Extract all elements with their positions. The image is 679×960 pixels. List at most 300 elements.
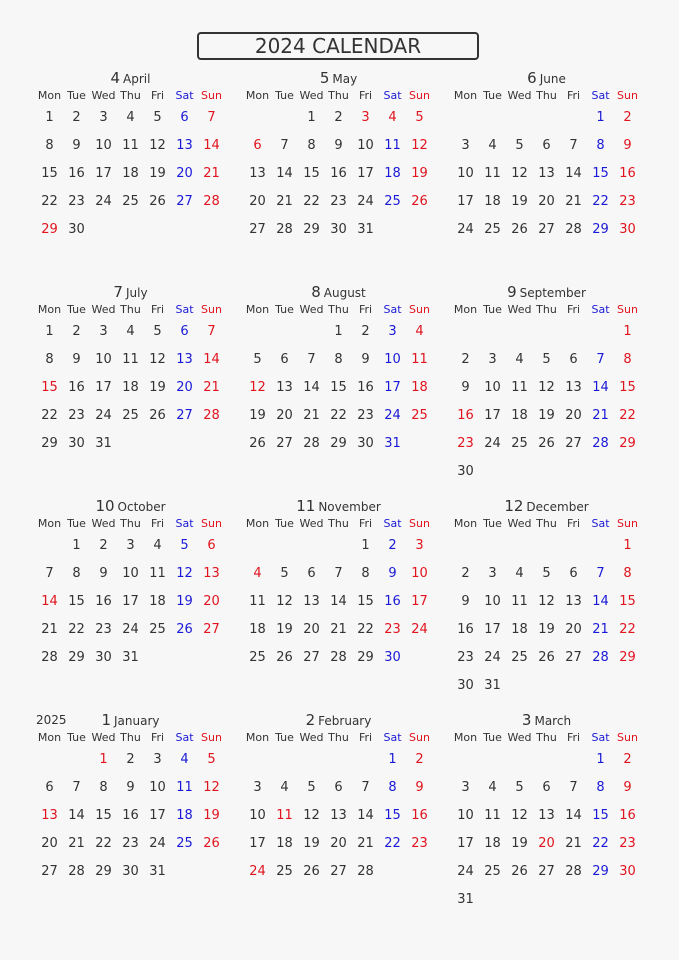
weekday-label: Thu	[328, 89, 349, 102]
empty-cell	[452, 318, 479, 346]
day-cell: 13	[565, 380, 582, 395]
day-cell: 6	[180, 110, 189, 125]
day-cell: 14	[592, 380, 609, 395]
day-cell: 7	[569, 138, 578, 153]
day-cell: 12	[203, 780, 220, 795]
month-name: August	[323, 286, 366, 300]
day-cell: 14	[565, 808, 582, 823]
day-cell: 25	[149, 622, 166, 637]
month-number: 12	[504, 497, 524, 515]
day-cell: 6	[569, 566, 578, 581]
day-cell: 13	[303, 594, 320, 609]
day-cell: 8	[623, 566, 632, 581]
day-cell: 6	[334, 780, 343, 795]
month-days-grid	[36, 516, 225, 672]
day-cell: 3	[153, 752, 162, 767]
weekday-label: Sun	[617, 731, 638, 744]
month-name: October	[117, 500, 166, 514]
month-number: 10	[95, 497, 115, 515]
day-cell: 31	[95, 436, 112, 451]
day-cell: 22	[592, 836, 609, 851]
day-cell: 2	[461, 352, 470, 367]
day-cell: 9	[99, 566, 108, 581]
weekday-label: Mon	[37, 89, 62, 102]
month-header	[452, 496, 641, 514]
day-cell: 19	[411, 166, 428, 181]
day-cell: 23	[330, 194, 347, 209]
day-cell: 24	[95, 194, 112, 209]
day-cell: 25	[276, 864, 293, 879]
empty-cell	[271, 104, 298, 132]
day-cell: 8	[307, 138, 316, 153]
month-number: 1	[101, 711, 112, 729]
day-cell: 9	[623, 780, 632, 795]
month-header	[244, 496, 433, 514]
day-cell: 2	[334, 110, 343, 125]
day-cell: 9	[334, 138, 343, 153]
day-cell: 31	[122, 650, 139, 665]
empty-cell	[587, 318, 614, 346]
day-cell: 13	[41, 808, 58, 823]
weekday-label: Sun	[409, 731, 430, 744]
empty-cell	[244, 104, 271, 132]
day-cell: 28	[592, 650, 609, 665]
weekday-label: Mon	[453, 517, 478, 530]
weekday-label: Tue	[275, 89, 294, 102]
month-days-grid	[244, 88, 433, 244]
day-cell: 30	[457, 464, 474, 479]
day-cell: 10	[95, 138, 112, 153]
day-cell: 1	[307, 110, 316, 125]
weekday-label: Sun	[201, 303, 222, 316]
day-cell: 10	[484, 380, 501, 395]
weekday-label: Mon	[37, 517, 62, 530]
day-cell: 5	[415, 110, 424, 125]
day-cell: 1	[623, 324, 632, 339]
day-cell: 11	[122, 352, 139, 367]
day-cell: 3	[388, 324, 397, 339]
month-name: January	[114, 714, 160, 728]
day-cell: 24	[122, 622, 139, 637]
day-cell: 23	[68, 194, 85, 209]
day-cell: 4	[126, 110, 135, 125]
month-days-grid	[452, 302, 641, 486]
day-cell: 6	[542, 780, 551, 795]
month-name: December	[526, 500, 589, 514]
day-cell: 14	[565, 166, 582, 181]
day-cell: 5	[207, 752, 216, 767]
day-cell: 6	[45, 780, 54, 795]
day-cell: 22	[68, 622, 85, 637]
weekday-label: Sat	[383, 89, 402, 102]
day-cell: 11	[484, 808, 501, 823]
weekday-label: Wed	[91, 731, 116, 744]
day-cell: 8	[45, 138, 54, 153]
day-cell: 25	[411, 408, 428, 423]
day-cell: 7	[569, 780, 578, 795]
day-cell: 28	[565, 222, 582, 237]
weekday-label: Wed	[507, 731, 532, 744]
day-cell: 28	[357, 864, 374, 879]
day-cell: 24	[357, 194, 374, 209]
day-cell: 29	[68, 650, 85, 665]
day-cell: 2	[415, 752, 424, 767]
day-cell: 7	[596, 566, 605, 581]
month-days-grid	[244, 730, 433, 886]
day-cell: 30	[357, 436, 374, 451]
weekday-label: Thu	[328, 303, 349, 316]
day-cell: 17	[484, 408, 501, 423]
day-cell: 13	[538, 808, 555, 823]
weekday-label: Fri	[150, 517, 165, 530]
weekday-label: Fri	[150, 303, 165, 316]
day-cell: 14	[203, 352, 220, 367]
day-cell: 27	[565, 650, 582, 665]
day-cell: 13	[249, 166, 266, 181]
day-cell: 3	[488, 352, 497, 367]
month-days-grid	[36, 302, 225, 458]
day-cell: 30	[95, 650, 112, 665]
month-header	[452, 68, 641, 86]
day-cell: 27	[538, 864, 555, 879]
weekday-label: Mon	[245, 517, 270, 530]
day-cell: 26	[538, 650, 555, 665]
day-cell: 14	[303, 380, 320, 395]
day-cell: 2	[72, 110, 81, 125]
day-cell: 20	[538, 194, 555, 209]
empty-cell	[298, 746, 325, 774]
day-cell: 3	[415, 538, 424, 553]
weekday-label: Thu	[328, 731, 349, 744]
weekday-label: Fri	[566, 731, 581, 744]
day-cell: 8	[388, 780, 397, 795]
day-cell: 23	[122, 836, 139, 851]
month-name: September	[519, 286, 586, 300]
day-cell: 11	[122, 138, 139, 153]
day-cell: 12	[538, 594, 555, 609]
day-cell: 8	[45, 352, 54, 367]
day-cell: 1	[596, 752, 605, 767]
day-cell: 21	[565, 836, 582, 851]
day-cell: 15	[95, 808, 112, 823]
day-cell: 29	[592, 864, 609, 879]
weekday-label: Wed	[299, 89, 324, 102]
day-cell: 14	[357, 808, 374, 823]
day-cell: 18	[484, 836, 501, 851]
weekday-label: Mon	[453, 303, 478, 316]
day-cell: 15	[592, 166, 609, 181]
day-cell: 2	[99, 538, 108, 553]
empty-cell	[560, 104, 587, 132]
day-cell: 4	[415, 324, 424, 339]
day-cell: 18	[411, 380, 428, 395]
day-cell: 9	[72, 138, 81, 153]
day-cell: 5	[515, 780, 524, 795]
day-cell: 1	[361, 538, 370, 553]
day-cell: 12	[411, 138, 428, 153]
day-cell: 2	[623, 110, 632, 125]
day-cell: 23	[384, 622, 401, 637]
day-cell: 3	[361, 110, 370, 125]
weekday-label: Fri	[358, 517, 373, 530]
month-days-grid	[452, 516, 641, 700]
day-cell: 13	[538, 166, 555, 181]
month-block	[244, 282, 433, 492]
day-cell: 19	[149, 380, 166, 395]
weekday-label: Tue	[275, 303, 294, 316]
day-cell: 27	[176, 194, 193, 209]
day-cell: 10	[411, 566, 428, 581]
month-block	[452, 496, 641, 706]
day-cell: 11	[484, 166, 501, 181]
weekday-label: Sat	[383, 303, 402, 316]
weekday-label: Thu	[120, 89, 141, 102]
day-cell: 30	[68, 222, 85, 237]
weekday-label: Sun	[409, 89, 430, 102]
empty-cell	[352, 746, 379, 774]
month-header	[244, 68, 433, 86]
day-cell: 24	[95, 408, 112, 423]
weekday-label: Wed	[299, 517, 324, 530]
day-cell: 28	[276, 222, 293, 237]
day-cell: 12	[249, 380, 266, 395]
weekday-label: Sat	[591, 303, 610, 316]
day-cell: 29	[41, 222, 58, 237]
empty-cell	[244, 746, 271, 774]
month-name: November	[318, 500, 381, 514]
month-number: 4	[110, 69, 121, 87]
day-cell: 9	[388, 566, 397, 581]
month-block	[244, 496, 433, 706]
day-cell: 16	[95, 594, 112, 609]
day-cell: 10	[122, 566, 139, 581]
day-cell: 7	[45, 566, 54, 581]
day-cell: 5	[153, 110, 162, 125]
day-cell: 26	[276, 650, 293, 665]
day-cell: 19	[249, 408, 266, 423]
day-cell: 17	[357, 166, 374, 181]
month-name: April	[123, 72, 151, 86]
day-cell: 23	[68, 408, 85, 423]
month-days-grid	[36, 730, 225, 886]
day-cell: 20	[176, 166, 193, 181]
day-cell: 1	[45, 110, 54, 125]
day-cell: 24	[384, 408, 401, 423]
day-cell: 6	[569, 352, 578, 367]
weekday-label: Thu	[536, 517, 557, 530]
month-number: 2	[305, 711, 316, 729]
day-cell: 30	[68, 436, 85, 451]
day-cell: 2	[361, 324, 370, 339]
day-cell: 20	[565, 408, 582, 423]
day-cell: 16	[457, 622, 474, 637]
day-cell: 16	[411, 808, 428, 823]
day-cell: 8	[361, 566, 370, 581]
day-cell: 10	[357, 138, 374, 153]
empty-cell	[63, 746, 90, 774]
weekday-label: Fri	[566, 303, 581, 316]
day-cell: 7	[280, 138, 289, 153]
day-cell: 18	[122, 166, 139, 181]
day-cell: 26	[176, 622, 193, 637]
day-cell: 26	[511, 222, 528, 237]
day-cell: 4	[126, 324, 135, 339]
day-cell: 9	[461, 594, 470, 609]
day-cell: 6	[180, 324, 189, 339]
empty-cell	[244, 318, 271, 346]
day-cell: 11	[249, 594, 266, 609]
empty-cell	[533, 532, 560, 560]
day-cell: 18	[511, 622, 528, 637]
month-header	[36, 282, 225, 300]
day-cell: 12	[149, 352, 166, 367]
day-cell: 10	[95, 352, 112, 367]
empty-cell	[298, 532, 325, 560]
weekday-label: Thu	[536, 303, 557, 316]
day-cell: 21	[303, 408, 320, 423]
day-cell: 22	[384, 836, 401, 851]
day-cell: 14	[203, 138, 220, 153]
day-cell: 31	[484, 678, 501, 693]
day-cell: 26	[411, 194, 428, 209]
day-cell: 7	[207, 324, 216, 339]
day-cell: 10	[149, 780, 166, 795]
day-cell: 6	[542, 138, 551, 153]
day-cell: 3	[99, 110, 108, 125]
day-cell: 23	[411, 836, 428, 851]
day-cell: 7	[72, 780, 81, 795]
day-cell: 18	[511, 408, 528, 423]
month-days-grid	[452, 730, 641, 914]
day-cell: 23	[95, 622, 112, 637]
day-cell: 6	[280, 352, 289, 367]
day-cell: 20	[330, 836, 347, 851]
day-cell: 8	[99, 780, 108, 795]
day-cell: 23	[457, 650, 474, 665]
day-cell: 19	[538, 622, 555, 637]
weekday-label: Sun	[617, 303, 638, 316]
day-cell: 16	[122, 808, 139, 823]
day-cell: 3	[126, 538, 135, 553]
day-cell: 28	[565, 864, 582, 879]
day-cell: 12	[538, 380, 555, 395]
month-header	[244, 282, 433, 300]
weekday-label: Fri	[566, 89, 581, 102]
weekday-label: Mon	[245, 89, 270, 102]
day-cell: 20	[565, 622, 582, 637]
day-cell: 18	[122, 380, 139, 395]
weekday-label: Mon	[37, 731, 62, 744]
weekday-label: Tue	[483, 517, 502, 530]
month-days-grid	[452, 88, 641, 244]
day-cell: 21	[276, 194, 293, 209]
empty-cell	[479, 532, 506, 560]
day-cell: 22	[95, 836, 112, 851]
day-cell: 9	[461, 380, 470, 395]
day-cell: 29	[303, 222, 320, 237]
day-cell: 19	[276, 622, 293, 637]
day-cell: 24	[411, 622, 428, 637]
day-cell: 4	[388, 110, 397, 125]
day-cell: 29	[619, 650, 636, 665]
day-cell: 20	[176, 380, 193, 395]
day-cell: 22	[41, 194, 58, 209]
month-header	[36, 710, 225, 728]
day-cell: 7	[307, 352, 316, 367]
month-number: 5	[319, 69, 330, 87]
day-cell: 3	[253, 780, 262, 795]
day-cell: 15	[619, 380, 636, 395]
weekday-label: Fri	[358, 303, 373, 316]
day-cell: 15	[303, 166, 320, 181]
day-cell: 5	[542, 566, 551, 581]
day-cell: 19	[511, 194, 528, 209]
day-cell: 15	[619, 594, 636, 609]
weekday-label: Mon	[245, 731, 270, 744]
day-cell: 25	[511, 436, 528, 451]
day-cell: 17	[149, 808, 166, 823]
weekday-label: Tue	[67, 731, 86, 744]
month-block	[452, 68, 641, 278]
day-cell: 21	[68, 836, 85, 851]
day-cell: 6	[307, 566, 316, 581]
day-cell: 4	[488, 780, 497, 795]
day-cell: 24	[249, 864, 266, 879]
weekday-label: Thu	[120, 303, 141, 316]
day-cell: 27	[249, 222, 266, 237]
day-cell: 16	[384, 594, 401, 609]
day-cell: 17	[249, 836, 266, 851]
day-cell: 22	[330, 408, 347, 423]
day-cell: 18	[176, 808, 193, 823]
day-cell: 14	[330, 594, 347, 609]
day-cell: 18	[149, 594, 166, 609]
weekday-label: Sun	[409, 517, 430, 530]
day-cell: 10	[457, 808, 474, 823]
day-cell: 13	[203, 566, 220, 581]
day-cell: 5	[542, 352, 551, 367]
day-cell: 9	[415, 780, 424, 795]
day-cell: 1	[72, 538, 81, 553]
weekday-label: Sat	[591, 517, 610, 530]
empty-cell	[533, 746, 560, 774]
day-cell: 17	[384, 380, 401, 395]
day-cell: 22	[303, 194, 320, 209]
weekday-label: Thu	[536, 89, 557, 102]
month-name: May	[332, 72, 358, 86]
day-cell: 1	[334, 324, 343, 339]
day-cell: 11	[511, 594, 528, 609]
day-cell: 27	[538, 222, 555, 237]
weekday-label: Sun	[201, 517, 222, 530]
day-cell: 13	[565, 594, 582, 609]
day-cell: 24	[457, 864, 474, 879]
day-cell: 22	[41, 408, 58, 423]
day-cell: 17	[457, 836, 474, 851]
day-cell: 22	[619, 408, 636, 423]
weekday-label: Wed	[91, 89, 116, 102]
day-cell: 15	[330, 380, 347, 395]
day-cell: 15	[384, 808, 401, 823]
day-cell: 19	[303, 836, 320, 851]
weekday-label: Sun	[617, 89, 638, 102]
day-cell: 27	[176, 408, 193, 423]
day-cell: 18	[249, 622, 266, 637]
day-cell: 19	[176, 594, 193, 609]
day-cell: 26	[249, 436, 266, 451]
day-cell: 29	[330, 436, 347, 451]
weekday-label: Wed	[507, 89, 532, 102]
